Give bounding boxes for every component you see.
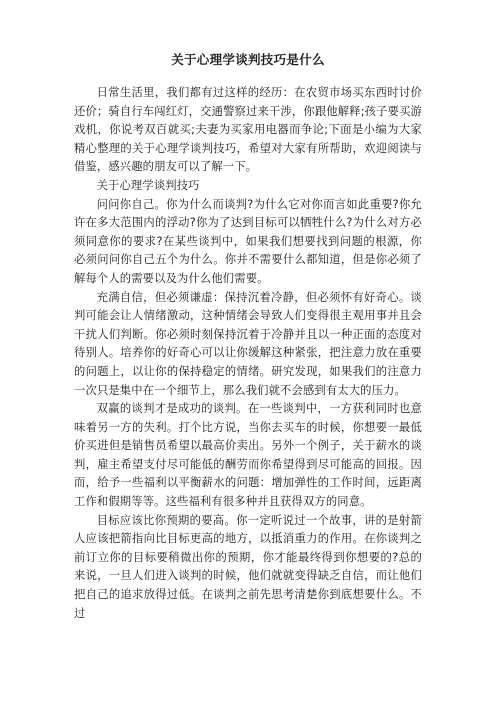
document-page <box>74 52 422 623</box>
paragraph-confidence: 充满自信，但必须谦虚：保持沉着冷静，但必须怀有好奇心。谈判可能会让人情绪激动，这种情绪会导致人们变得很主观用事并且会干扰人们判断。你必须时刻保持沉着于冷静并且以一种正面的态度对待别人。培养你的好奇心可以让你缓解这种紧张，把注意力放在重要的问题上，以让你的保持稳定的情绪。研究发现，如果我们的注意力一次只是集中在一个细节上，那么我们就不会感到有太大的压力。 <box>74 290 422 397</box>
paragraph-higher-goal: 目标应该比你预期的要高。你一定听说过一个故事，讲的是射箭人应该把箭指向比目标更高的地方，以抵消重力的作用。在你谈判之前订立你的目标要稍微出你的预期，你才能最终得到你想要的?总的来说，一旦人们进入谈判的时候，他们就就变得缺乏自信，而让他们把自己的追求放得过低。在谈判之前先思考清楚你到底想要什么。不过 <box>74 513 422 620</box>
document-title: 关于心理学谈判技巧是什么 <box>171 52 325 67</box>
paragraph-ask-yourself: 问问你自己。你为什么而谈判?为什么它对你而言如此重要?你允许在多大范围内的浮动?你为了达到目标可以牺牲什么?为什么对方必须同意你的要求?在某些谈判中，如果我们想要找到问题的根源，你必须问问你自己五个为什么。你并不需要什么都知道，但是你必须了解每个人的需要以及为什么他们需要。 <box>74 197 422 285</box>
paragraph-win-win: 双赢的谈判才是成功的谈判。在一些谈判中，一方获利同时也意味着另一方的失利。打个比方说，当你去买车的时候，你想要一最低价买进但是销售员希望以最高价卖出。另外一个例子，关于薪水的谈判，雇主希望支付尽可能低的酬劳而你希望得到尽可能高的回报。因而，给予一些福利以平衡薪水的问题：增加弹性的工作时间，远距离工作和假期等等。这些福利有很多种并且获得双方的同意。 <box>74 402 422 509</box>
paragraph-intro: 日常生活里，我们都有过这样的经历：在农贸市场买东西时讨价还价；骑自行车闯红灯，交通警察过来干涉，你跟他解释;孩子要买游戏机，你说考双百就买;夫妻为买家用电器而争论;下面是小编为大家精心整理的关于心理学谈判技巧，希望对大家有所帮助，欢迎阅读与借鉴，感兴趣的朋友可以了解一下。 <box>74 86 422 174</box>
section-heading: 关于心理学谈判技巧 <box>96 178 200 192</box>
